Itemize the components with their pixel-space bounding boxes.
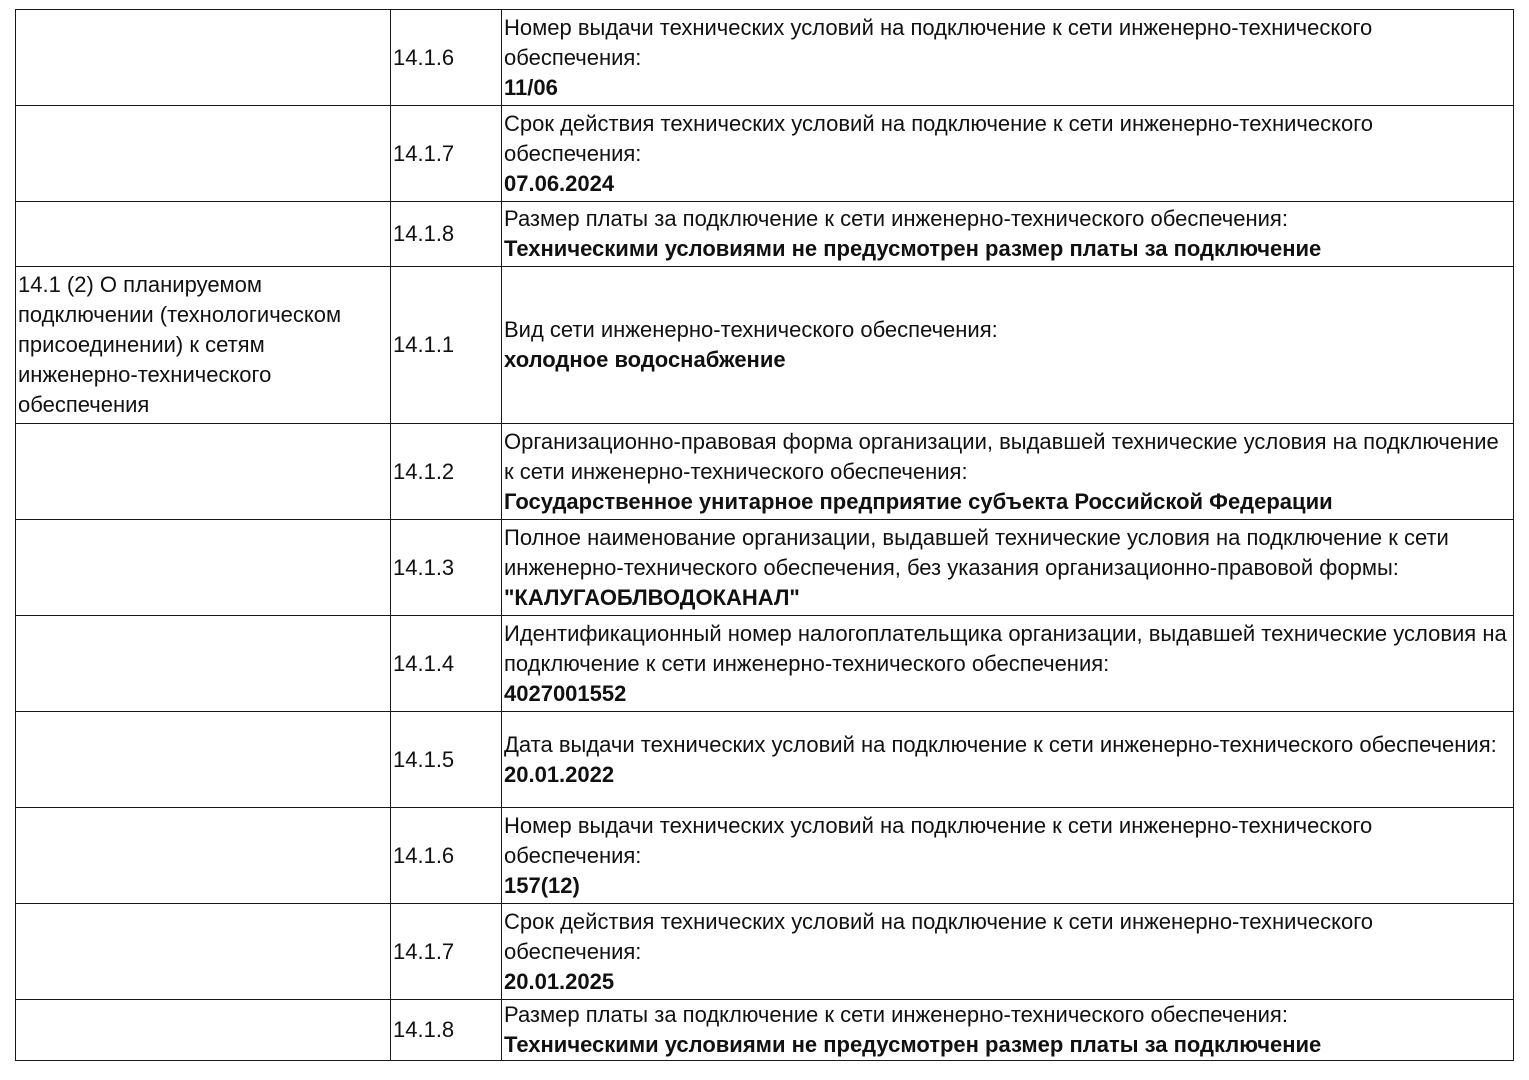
item-number: 14.1.1 bbox=[391, 267, 502, 424]
item-label: Организационно-правовая форма организации, выдавшей технические условия на подключение к сети инженерно-технического обеспечения: bbox=[504, 428, 1499, 484]
item-description bbox=[502, 202, 1514, 267]
section-cell bbox=[16, 712, 391, 808]
section-cell bbox=[16, 1000, 391, 1061]
item-number: 14.1.8 bbox=[391, 1000, 502, 1061]
item-number: 14.1.2 bbox=[391, 424, 502, 520]
table-row bbox=[16, 202, 1514, 267]
item-label: Номер выдачи технических условий на подключение к сети инженерно-технического обеспечения: bbox=[504, 812, 1373, 868]
table-row bbox=[16, 808, 1514, 904]
item-label: Идентификационный номер налогоплательщика организации, выдавшей технические условия на подключение к сети инженерно-технического обеспечения: bbox=[504, 620, 1507, 676]
item-description bbox=[502, 808, 1514, 904]
item-value: 20.01.2022 bbox=[504, 761, 615, 787]
item-description bbox=[502, 10, 1514, 106]
table-row bbox=[16, 1000, 1514, 1061]
item-number: 14.1.6 bbox=[391, 808, 502, 904]
table-row bbox=[16, 267, 1514, 424]
item-description bbox=[502, 1000, 1514, 1061]
section-cell bbox=[16, 424, 391, 520]
item-value: 157(12) bbox=[504, 872, 580, 898]
item-value: 07.06.2024 bbox=[504, 170, 615, 196]
table-row bbox=[16, 10, 1514, 106]
item-value: 20.01.2025 bbox=[504, 968, 615, 994]
item-value: 4027001552 bbox=[504, 680, 627, 706]
section-cell bbox=[16, 520, 391, 616]
section-cell bbox=[16, 106, 391, 202]
table-row bbox=[16, 520, 1514, 616]
item-value: Техническими условиями не предусмотрен размер платы за подключение bbox=[504, 1032, 1322, 1057]
item-description bbox=[502, 520, 1514, 616]
section-cell: 14.1 (2) О планируемом подключении (технологическом присоединении) к сетям инженерно-технического обеспечения bbox=[16, 267, 391, 424]
item-value: 11/06 bbox=[504, 74, 558, 100]
item-value: холодное водоснабжение bbox=[504, 347, 786, 372]
item-label: Срок действия технических условий на подключение к сети инженерно-технического обеспечения: bbox=[504, 908, 1373, 964]
item-label: Размер платы за подключение к сети инженерно-технического обеспечения: bbox=[504, 1002, 1288, 1027]
item-label: Вид сети инженерно-технического обеспечения: bbox=[504, 317, 998, 342]
item-number: 14.1.5 bbox=[391, 712, 502, 808]
table-row bbox=[16, 904, 1514, 1000]
item-number: 14.1.4 bbox=[391, 616, 502, 712]
item-label: Срок действия технических условий на подключение к сети инженерно-технического обеспечения: bbox=[504, 110, 1373, 166]
section-cell bbox=[16, 904, 391, 1000]
table-row bbox=[16, 616, 1514, 712]
table-row bbox=[16, 424, 1514, 520]
item-description bbox=[502, 904, 1514, 1000]
item-label: Полное наименование организации, выдавшей технические условия на подключение к сети инженерно-технического обеспечения, без указания организационно-правовой формы: bbox=[504, 524, 1449, 580]
section-cell bbox=[16, 202, 391, 267]
item-number: 14.1.7 bbox=[391, 106, 502, 202]
section-cell bbox=[16, 616, 391, 712]
item-label: Размер платы за подключение к сети инженерно-технического обеспечения: bbox=[504, 206, 1288, 231]
table-row bbox=[16, 712, 1514, 808]
section-cell bbox=[16, 10, 391, 106]
item-number: 14.1.7 bbox=[391, 904, 502, 1000]
item-description bbox=[502, 267, 1514, 424]
table-row bbox=[16, 106, 1514, 202]
technical-conditions-table bbox=[15, 9, 1514, 1061]
section-cell bbox=[16, 808, 391, 904]
item-value: Государственное унитарное предприятие субъекта Российской Федерации bbox=[504, 488, 1333, 514]
item-label: Номер выдачи технических условий на подключение к сети инженерно-технического обеспечения: bbox=[504, 14, 1373, 70]
item-value: Техническими условиями не предусмотрен размер платы за подключение bbox=[504, 236, 1322, 261]
item-description bbox=[502, 712, 1514, 808]
item-number: 14.1.8 bbox=[391, 202, 502, 267]
item-value: "КАЛУГАОБЛВОДОКАНАЛ" bbox=[504, 584, 800, 610]
item-description bbox=[502, 424, 1514, 520]
item-description bbox=[502, 106, 1514, 202]
item-description bbox=[502, 616, 1514, 712]
item-label: Дата выдачи технических условий на подключение к сети инженерно-технического обеспечения: bbox=[504, 731, 1497, 757]
item-number: 14.1.3 bbox=[391, 520, 502, 616]
item-number: 14.1.6 bbox=[391, 10, 502, 106]
table-body bbox=[16, 10, 1514, 1061]
